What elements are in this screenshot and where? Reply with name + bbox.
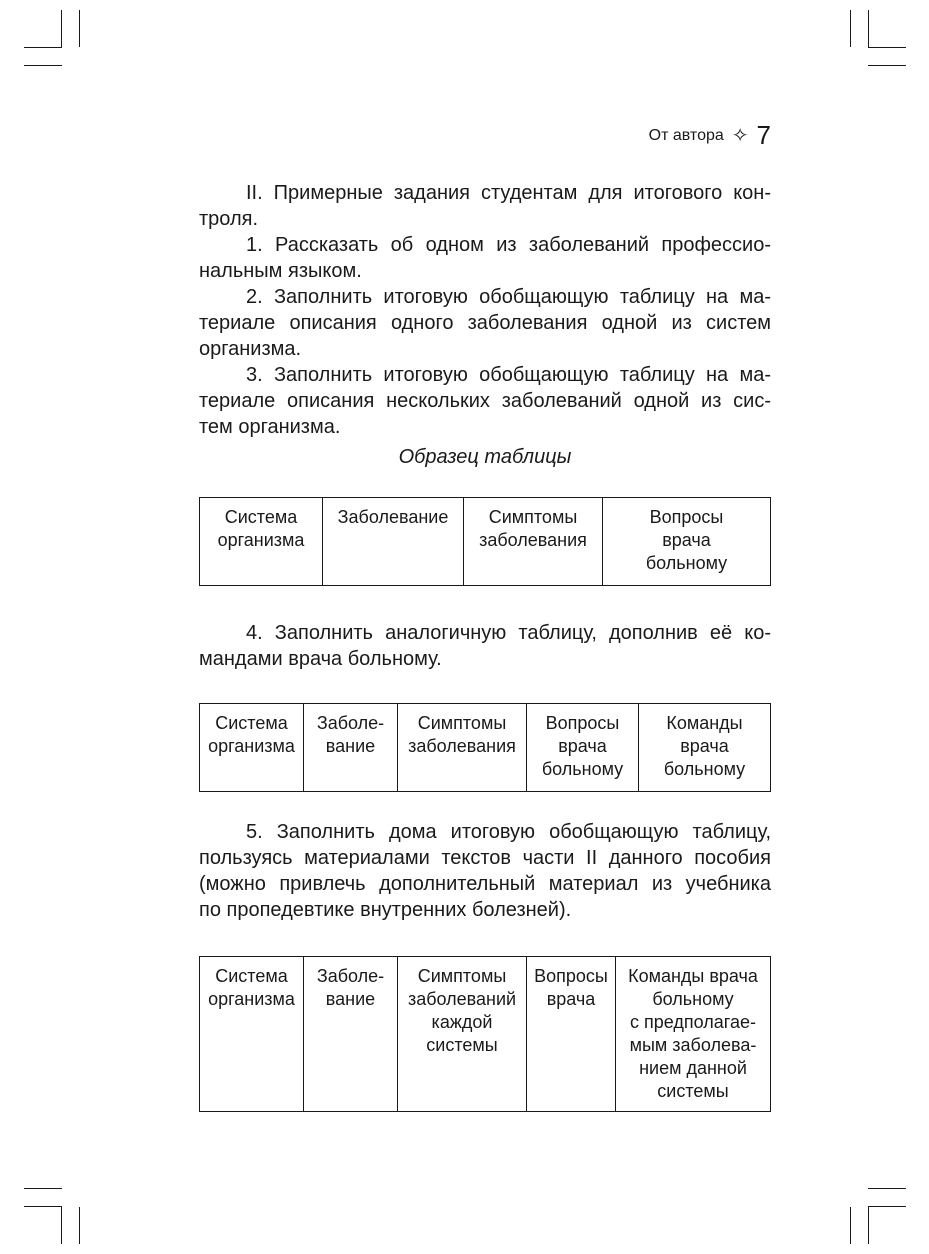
cell-line: Симптомы <box>417 713 507 733</box>
cell-line: нием данной <box>639 1058 747 1078</box>
cell-line: врача <box>662 530 711 550</box>
table-cell <box>200 498 323 586</box>
crop-mark <box>79 1207 80 1244</box>
cell-line: с предполагае- <box>630 1012 756 1032</box>
cell-line: врача <box>558 736 607 756</box>
cell-line: заболевания <box>479 530 587 550</box>
cell-line: мым заболева- <box>629 1035 757 1055</box>
table-cell <box>639 704 771 792</box>
table-cell <box>603 498 771 586</box>
cell-line: Команды врача <box>628 966 758 986</box>
table-row <box>200 957 771 1112</box>
cell-line: системы <box>657 1081 729 1101</box>
crop-mark <box>868 10 869 47</box>
text-line: 1. Рассказать об одном из заболеваний профессио- <box>246 234 771 256</box>
cell-line: врача <box>680 736 729 756</box>
crop-mark <box>868 47 906 48</box>
text-line: 5. Заполнить дома итоговую обобщающую таблицу, <box>246 821 771 843</box>
table-cell <box>323 498 464 586</box>
task-4 <box>199 620 771 672</box>
text-line: организма. <box>199 338 302 360</box>
table-cell <box>616 957 771 1112</box>
table-cell <box>398 704 527 792</box>
text-line: 4. Заполнить аналогичную таблицу, дополнив её ко- <box>246 622 771 644</box>
crop-mark <box>868 1206 906 1207</box>
table-cell <box>464 498 603 586</box>
crop-mark <box>61 1207 62 1244</box>
crop-mark <box>868 1207 869 1244</box>
crop-mark <box>850 1207 851 1244</box>
ornament-star-icon: ✧ <box>731 125 749 147</box>
sample-table-2 <box>199 703 771 792</box>
crop-mark <box>79 10 80 47</box>
cell-line: организма <box>208 736 295 756</box>
cell-line: заболевания <box>408 736 516 756</box>
cell-line: больному <box>663 759 746 779</box>
cell-line: Вопросы <box>534 966 608 986</box>
table-cell <box>398 957 527 1112</box>
cell-line: Система <box>215 966 288 986</box>
table-cell <box>304 957 398 1112</box>
table-cell <box>200 704 304 792</box>
crop-mark <box>24 65 62 66</box>
text-line: 3. Заполнить итоговую обобщающую таблицу на ма- <box>246 364 771 386</box>
text-line: 2. Заполнить итоговую обобщающую таблицу на ма- <box>246 286 771 308</box>
crop-mark <box>24 1188 62 1189</box>
cell-line: Команды <box>666 713 743 733</box>
text-line: II. Примерные задания студентам для итогового кон- <box>246 182 771 204</box>
crop-mark <box>24 1206 62 1207</box>
cell-line: больному <box>645 553 728 573</box>
running-head <box>649 120 771 151</box>
crop-mark <box>868 65 906 66</box>
crop-mark <box>24 47 62 48</box>
task-2 <box>199 284 771 362</box>
text-line: териале описания нескольких заболеваний одной из сис- <box>199 390 771 412</box>
cell-line: Симптомы <box>417 966 507 986</box>
text-line: териале описания одного заболевания одной из систем <box>199 312 771 334</box>
page-number: 7 <box>756 120 771 150</box>
table-row <box>200 704 771 792</box>
cell-line: Заболевание <box>337 507 449 527</box>
cell-line: каждой <box>431 1012 493 1032</box>
task-3 <box>199 362 771 440</box>
cell-line: организма <box>208 989 295 1009</box>
table-caption: Образец таблицы <box>398 446 572 468</box>
crop-mark <box>868 1188 906 1189</box>
table-cell <box>527 957 616 1112</box>
cell-line: больному <box>652 989 734 1009</box>
table-cell <box>527 704 639 792</box>
crop-mark <box>850 10 851 47</box>
crop-mark <box>61 10 62 47</box>
cell-line: организма <box>217 530 305 550</box>
sample-table-3 <box>199 956 771 1112</box>
cell-line: врача <box>546 989 596 1009</box>
cell-line: Система <box>215 713 288 733</box>
cell-line: Заболе- <box>316 713 385 733</box>
table-cell <box>304 704 398 792</box>
task-5 <box>199 819 771 923</box>
table-cell <box>200 957 304 1112</box>
running-title: От автора <box>648 126 724 144</box>
cell-line: Симптомы <box>488 507 578 527</box>
cell-line: Система <box>224 507 298 527</box>
cell-line: системы <box>426 1035 498 1055</box>
sample-table-1 <box>199 497 771 586</box>
table-row <box>200 498 771 586</box>
cell-line: Вопросы <box>545 713 620 733</box>
cell-line: вание <box>325 989 376 1009</box>
cell-line: вание <box>325 736 376 756</box>
text-line: троля. <box>199 208 259 230</box>
cell-line: больному <box>541 759 624 779</box>
cell-line: заболеваний <box>407 989 517 1009</box>
cell-line: Вопросы <box>649 507 724 527</box>
text-line: пользуясь материалами текстов части II данного пособия <box>199 847 771 869</box>
task-1 <box>199 232 771 284</box>
text-line: (можно привлечь дополнительный материал из учебника <box>199 873 771 895</box>
text-line: мандами врача больному. <box>199 648 442 670</box>
intro-paragraph <box>199 180 771 232</box>
text-line: тем организма. <box>199 416 341 438</box>
text-line: по пропедевтике внутренних болезней). <box>199 899 572 921</box>
cell-line: Заболе- <box>316 966 385 986</box>
text-line: нальным языком. <box>199 260 362 282</box>
